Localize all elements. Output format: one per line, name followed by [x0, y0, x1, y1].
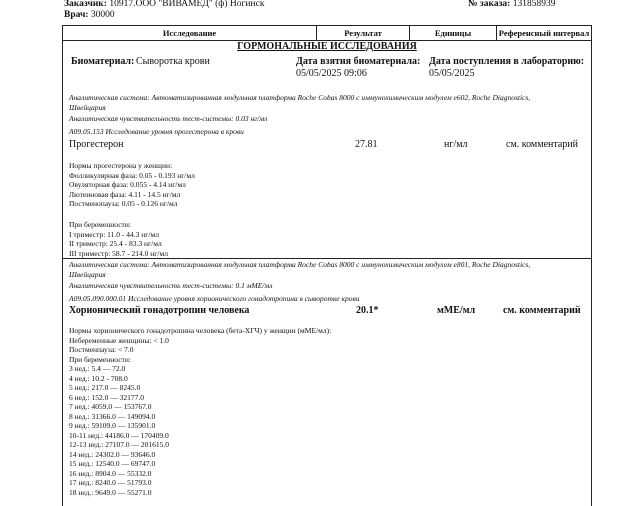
- biomaterial-label: Биоматериал:: [71, 56, 135, 67]
- column-header: Результат: [317, 26, 410, 40]
- norm-line: 17 нед.: 8240.0 — 51793.0: [69, 478, 152, 487]
- norm-line: Небеременные женщины: < 1.0: [69, 335, 169, 345]
- row-divider: [63, 258, 591, 259]
- doctor-line: [64, 10, 115, 21]
- test2-sensitivity: Аналитическая чувствительность тест-системы: 0.1 мМЕ/мл: [69, 281, 273, 290]
- norm-line: 12-13 нед.: 27107.0 — 201615.0: [69, 440, 170, 449]
- norm-line: 18 нед.: 9649.0 — 55271.0: [69, 487, 152, 497]
- norm-line: 15 нед.: 12540.0 — 69747.0: [69, 459, 156, 468]
- test1-sensitivity: Аналитическая чувствительность тест-системы: 0.03 нг/мл: [69, 114, 268, 123]
- norm-line: 16 нед.: 8904.0 — 55332.0: [69, 468, 152, 478]
- norm-line: Нормы прогестерона у женщин:: [69, 161, 173, 170]
- test1-result: 27.81: [355, 139, 378, 150]
- column-header: Референсный интервал: [498, 28, 590, 38]
- norm-line: II триместр: 25.4 - 83.3 нг/мл: [69, 239, 162, 248]
- norm-line: Лютеиновая фаза: 4.11 - 14.5 нг/мл: [69, 189, 181, 199]
- test2-reference: см. комментарий: [503, 305, 581, 316]
- norm-line: При беременности:: [69, 220, 131, 229]
- norm-line: 8 нед.: 31366.0 — 149094.0: [69, 411, 156, 421]
- test1-code: A09.05.153 Исследование уровня прогестерона в крови: [69, 127, 244, 136]
- doctor-label: Врач:: [64, 10, 89, 20]
- test2-code: A09.05.090.000.01 Исследование уровня хорионического гонадотропина в сыворотке крови: [69, 294, 360, 303]
- doctor-value: 30000: [90, 10, 115, 20]
- client-line: [64, 0, 264, 10]
- norm-line: Постменпауза: < 7.0: [69, 345, 134, 354]
- client-value: 10917.ООО "ВИВАМЕД" (ф) Ногинск: [109, 0, 265, 9]
- biomaterial-value: Сыворотка крови: [136, 56, 210, 67]
- sample-date-value: 05/05/2025 09:06: [296, 68, 367, 79]
- norm-line: Фолликулярная фаза: 0.05 - 0.193 нг/мл: [69, 170, 195, 180]
- test2-norms: [69, 326, 331, 497]
- results-table: [62, 25, 592, 506]
- test2-result: 20.1*: [356, 305, 379, 316]
- order-value: 131858939: [512, 0, 556, 9]
- norm-line: При беременности:: [69, 354, 131, 364]
- norm-line: Овуляторная фаза: 0.055 - 4.14 нг/мл: [69, 180, 186, 189]
- order-label: № заказа:: [468, 0, 511, 9]
- norm-line: 14 нед.: 24302.0 — 93646.0: [69, 449, 156, 459]
- test1-system-line: Швейцария: [69, 103, 106, 112]
- client-label: Заказчик:: [64, 0, 107, 9]
- test2-system-line: Аналитическая система: Автоматизированная модульная платформа Roche Cobas 8000 с иммунохимическим модулем e801, Roche Diagnostics,: [69, 260, 531, 269]
- norm-line: Постменопауза: 0.05 - 0.126 нг/мл: [69, 199, 178, 208]
- test1-pregnancy: [69, 220, 168, 258]
- norm-line: 5 нед.: 217.0 — 8245.0: [69, 383, 141, 392]
- test1-norms: [69, 161, 195, 209]
- norm-line: 10-11 нед.: 44186.0 — 170409.0: [69, 430, 169, 440]
- norm-line: Нормы хорионического гонадотропина человека (бета-ХГЧ) у женщин (мМЕ/мл):: [69, 326, 332, 335]
- test2-system-line: Швейцария: [69, 270, 106, 279]
- lab-date-value: 05/05/2025: [429, 68, 475, 79]
- section-title: ГОРМОНАЛЬНЫЕ ИССЛЕДОВАНИЯ: [237, 41, 417, 52]
- test1-reference: см. комментарий: [506, 139, 579, 150]
- column-header: Единицы: [410, 26, 497, 40]
- norm-line: I триместр: 11.0 - 44.3 нг/мл: [69, 229, 159, 239]
- table-header: [63, 26, 591, 41]
- lab-date-label: Дата поступления в лабораторию:: [429, 56, 585, 67]
- norm-line: 7 нед.: 4059.0 — 153767.0: [69, 402, 152, 411]
- norm-line: 9 нед.: 59109.0 — 135901.0: [69, 421, 156, 430]
- test1-system: [69, 93, 585, 113]
- norm-line: III триместр: 58.7 - 214.0 нг/мл: [69, 248, 168, 258]
- test1-name: Прогестерон: [69, 139, 124, 150]
- test2-units: мМЕ/мл: [437, 305, 476, 316]
- test2-name: Хорионический гонадотропин человека: [69, 305, 250, 316]
- order-line: [468, 0, 555, 10]
- norm-line: 6 нед.: 152.0 — 32177.0: [69, 392, 145, 402]
- norm-line: 3 нед.: 5.4 — 72.0: [69, 364, 126, 373]
- sample-date-label: Дата взятия биоматериала:: [296, 56, 421, 67]
- test1-system-line: Аналитическая система: Автоматизированная модульная платформа Roche Cobas 8000 с иммунохимическим модулем e602, Roche Diagnostics,: [69, 93, 531, 102]
- norm-line: 4 нед.: 10.2 - 708.0: [69, 373, 128, 383]
- test2-system: [69, 260, 585, 280]
- test1-units: нг/мл: [444, 139, 468, 150]
- column-header: Исследование: [63, 26, 317, 40]
